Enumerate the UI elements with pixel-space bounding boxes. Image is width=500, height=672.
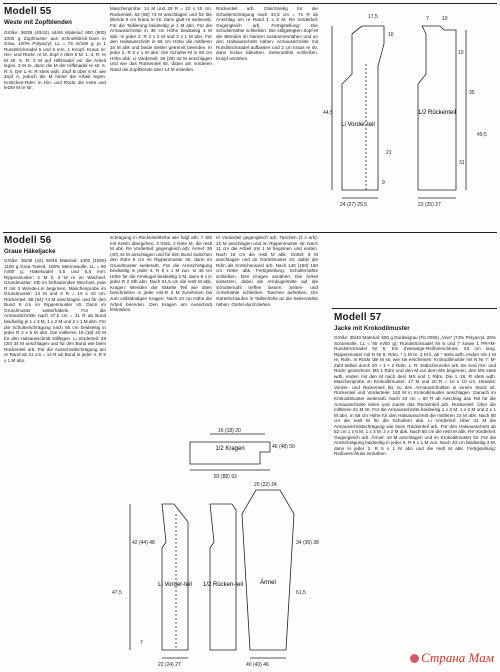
- model55-col2: Maschenprobe: 14 M und 20 R = 10 x 10 cm. Rückenteil: 62 (68) 74 M anschlagen und für die Blende 6 cm kraus re str, dann glatt re weiterarb. Für die Taillierung beidseitig je 1 M abn. Für die Armausschnitte in 36 cm Höhe beidseitig 4 M abk. In jeder 2. R 2 x 2 M und 2 x 1 M abn. Für den Halsausschnitt in 56 cm Höhe die mittleren 18 M abk und beide Seiten getrennt beenden. In jeder 2. R 2 x 1 M abn. Die Schulter-M in 60 cm Höhe abk. Li Vorderteil: 36 (39) 42 M anschlagen und wie das Rückenteil str, dabei am vorderen Rand die Zopfblende über 14 M einteilen.: [110, 6, 212, 73]
- model56-col3: re Vorderteil gegengleich arb. Taschen (2 x arb): 22 M anschlagen und im Rippenmuster str. Nach 11 cm die Arbeit mit 1 M beginnen und enden. Nach 18 cm die restl M abk. Gürtel: 9 M anschlagen und im Gürtelmuster str, dabei die Rdm als Knötchenrand arb. Nach 140 (150) 160 cm Höhe abk. Fertigstellung: Schulternähte schließen. Den Kragen annähen. Die Ärmel einsetzen, dabei die Armkugelmitte auf die Schulternaht treffen lassen. Seiten- und Ärmelnähte schließen. Taschen aufnähen. Die Gürtelschlaufen in Taillenhöhe an die Seitennähte nähen. Gürtel durchziehen.: [216, 235, 318, 307]
- model56-dim-7: 61,5: [296, 590, 306, 596]
- model56-sleeve-panel: [242, 490, 294, 650]
- model55-col3: Rückenteil arb. Gleichzeitig für die Schulterschrägung nach 44,5 cm = 71 R ab Anschlag am re Rand 1 x 3 M. Re Vorderteil: Gegengleich arb. Fertigstellung: Die Schulternähte schließen. Die stillgelegten Zopf-M der Blenden im Nacken zusammennähen und an den Halsausschnitt nähen. Armausschnitte mit Rundstricknadel auffassen und 2 cm kraus re str, dann locker abketten. Seitennähte schließen. Knopf annähen.: [216, 6, 318, 61]
- model56-back-panel: [210, 504, 236, 650]
- model56-dim-1: 16 (18) 20: [218, 428, 241, 434]
- model56-dim-6: 34 (36) 38: [296, 540, 319, 546]
- model57-title: Modell 57: [334, 312, 382, 323]
- model55-dim-6: 35: [469, 90, 475, 96]
- middle-rule: [3, 232, 497, 233]
- model56-dim-9: 7: [140, 640, 143, 646]
- model57-body: Größe: 38/40 Material: 500 g Dunkelgrau (Fb 0006) „Vivo“ (74% Polyacryl, 26% Schurwolle, LL = 65 m/50 g); Rundstricknadel Nr 6 und 7 sowie 1 PRYM-Rundstricknadel Nr 5; Ein Zweiwege-Reißverschluss, 53 cm lang. Rippenmuster mit N Nr 6: Rdm, * 1 M re, 1 M li, ab * stets wdh, enden mit 1 M re, Rdm. In Rückr die M str, wie sie erscheinen. Krokodilmuster mit N Nr 7: M-Zahl teilbar durch 20 + 1 + 2 Rdm. 1. R: Stäbchenreihe arb. Es sind Hin- und Rückr gezeichnet. Mit 1 Rdm und den M vor dem MS beginnen, den MS stets wdh, enden mit den M nach dem MS und 1 Rdm. Die 1.-16. R stets wdh. Maschenprobe im Krokodilmuster: 17 M und 20 R = 10 x 10 cm. Hinweis: Vorder- und Rückenteil bis zu den Armausschnitten in einem Stück str. Rückenteil und Vorderteile: 163 M in Krokodilmuster anschlagen. Danach im Krokodilmuster weiterarb. Nach 40 cm = 80 R ab Anschlag das Teil für die Armausschnitte teilen und zuerst das Rückenteil arb. Rückenteil: Über die mittleren 81 M str. Für die Armausschnitte beidseitig 1 x 3 M, 1 x 2 M und 2 x 1 M abn. In 58 cm Höhe für den Halsausschnitt die mittleren 23 M abk. Nach 60 cm die restl M für die Schultern abk. Li Vorderteil: Über 41 M die Armausschnittschrägung wie beim Rückenteil arb. Für den Halsausschnitt ab 52 cm 1 x 6 M, 1 x 3 M, 2 x 2 M abk. Nach 60 cm die restl M abk. Re Vorderteil: Gegengleich arb. Ärmel: 43 M anschlagen und im Krokodilmuster str. Für die Armschrägung beidseitig in jeder 6. R 9 x 1 M zun. Nach 43 cm beidseitig 3 M, dann in jeder 2. R 5 x 1 M abn und die restl M abk. Fertigstellung: Reißverschluss einnähen.: [334, 335, 496, 457]
- model56-front-panel: [162, 504, 188, 650]
- model56-dim-8: 47,5: [112, 590, 122, 596]
- model56-dim-3: 83 (88) 93: [214, 474, 237, 480]
- watermark-text: Страна Мам: [421, 650, 494, 665]
- model55-schematic: [322, 4, 498, 228]
- model56-collar-label: 1/2 Kragen: [215, 446, 245, 452]
- model56-dim-4: 20 (22) 24: [254, 482, 277, 488]
- model55-dim-4: 10: [442, 16, 448, 22]
- model55-dim-5: 10: [458, 50, 464, 56]
- model56-dim-2: 46 (48) 50: [272, 444, 295, 450]
- model55-title: Modell 55: [4, 6, 52, 17]
- model55-col1: Größe: 36/38 (40/42) 44/46 Material: 800 (900) 1000 g Zopfmuster aus Schnellstrick-Garn in Grau, 100% Polyacryl, LL = 75 m/100 g; je 1 Rundstricknadel 5 und 6 mm, 1 Knopf. Kraus re: Hin- und Rückr. re M. Zopf A über 6 M: 1.-4. R: re M str. 5. R: 3 M auf Hilfsnadel vor die Arbeit legen, 3 M re, dann die M der Hilfsnadel re str. 6. R: li. Die 1.-6. R stets wdh. Zopf B über 6 M: wie Zopf A, jedoch die M hinter die Arbeit legen. Knötchen-Rdm: in Hin- und Rückr die erste und letzte M re str.: [4, 30, 106, 91]
- model55-back-panel: [418, 26, 456, 190]
- model56-col1: Größe: 36/38 (42) 46/48 Material: 1000 (1050) 1100 g Grau-Tweed, 100% Merinowolle, LL = 90 m/50 g; Häkelnadel 4,5 und 5,5 mm. Rippenmuster: 2 M li, 2 M re im Wechsel. Grundmuster: Stb im fortlaufenden Wechsel, jede R mit 3 Wende-Lm beginnen. Maschenprobe im Grundmuster: 14 M und 9 R = 10 x 10 cm. Rückenteil: 58 (64) 74 M anschlagen und für den Bund 6 cm im Rippenmuster str. Dann im Grundmuster weiterhäkeln. Für die Armausschnitte nach 47,5 cm = 31 R ab Bund beidseitig je 1 x 3 M, 1 x 2 M und 2 x 1 M abn. Für die Schulterschrägung nach 65 cm beidseitig in jeder R 2 x 6 M abn. Die mittleren 16 (18) 20 M für den Halsausschnitt stilllegen. Li Vorderteil: 28 (30) 34 M anschlagen und für den Bund wie beim Rückenteil arb. Für die Ausschnittschrägung am re Rand ab 21 cm = 14 R ab Bund in jeder 4. R 9 x 1 M abn.: [4, 258, 106, 363]
- model56-dim-5: 42 (44) 48: [132, 540, 155, 546]
- model56-col2: schrägung in Rückenteilhöhe wie folgt arb: 7 Stb mit Kettm übergehen, 2 hStb, 2 feste M, die restl M abk. Re Vorderteil: gegengleich arb. Ärmel: 36 (40) 44 M anschlagen und für den Bund zwischen den Rdm 6 cm im Rippenmuster str, dann im Grundmuster weiterarb. Für die Armschrägung beidseitig in jeder 4. R 8 x 1 M zun. In 45 cm Höhe für die Armkugel beidseitig 3 M, dann 6 x in jeder R 2 Stb abn. Nach 61,5 cm die restl M abk. Kragen: Wenden der häkelte Teil wie oben beschrieben in jeder Hin-R 2 M zunehmen bis zum vollständigen Kragen. Nach 10 cm Höhe die Arbeit beenden. Den Kragen am Ausschnitt festnähen.: [110, 235, 212, 313]
- model55-dim-3: 7: [426, 16, 429, 22]
- model56-sleeve-label: Ärmel: [260, 580, 276, 586]
- site-watermark: [410, 650, 494, 666]
- model56-dim-11: 40 (43) 46: [246, 662, 269, 668]
- model55-front-label: Li Vorder-teil: [341, 122, 375, 128]
- model56-back-label: 1/2 Rücken-teil: [202, 582, 244, 588]
- model55-dim-10: 21: [386, 150, 392, 156]
- model55-dim-7: 49,5: [477, 132, 487, 138]
- model55-dim-11: 31: [459, 160, 465, 166]
- model55-dim-12: 24 (27) 29,5: [340, 202, 367, 208]
- model56-title: Modell 56: [4, 235, 52, 246]
- model55-subtitle: Weste mit Zopfblenden: [4, 19, 72, 26]
- model55-dim-8: 44,5: [323, 110, 333, 116]
- model56-dim-10: 22 (24) 27: [158, 662, 181, 668]
- model55-front-panel: [342, 26, 384, 190]
- model56-front-label: Li Vorder-teil: [158, 582, 192, 588]
- model55-dim-2: 10: [388, 32, 394, 38]
- model56-schematic: [110, 424, 330, 668]
- model55-dim-13: 23 (25) 27: [418, 202, 441, 208]
- model56-subtitle: Graue Häkeljacke: [4, 248, 56, 255]
- model57-subtitle: Jacke mit Krokodilmuster: [334, 325, 410, 332]
- model55-dim-9: 9: [382, 180, 385, 186]
- watermark-logo-icon: [410, 654, 419, 663]
- model55-dim-1: 17,5: [368, 14, 378, 20]
- model55-back-label: 1/2 Rückenteil: [417, 110, 457, 116]
- model57-rule: [332, 308, 497, 309]
